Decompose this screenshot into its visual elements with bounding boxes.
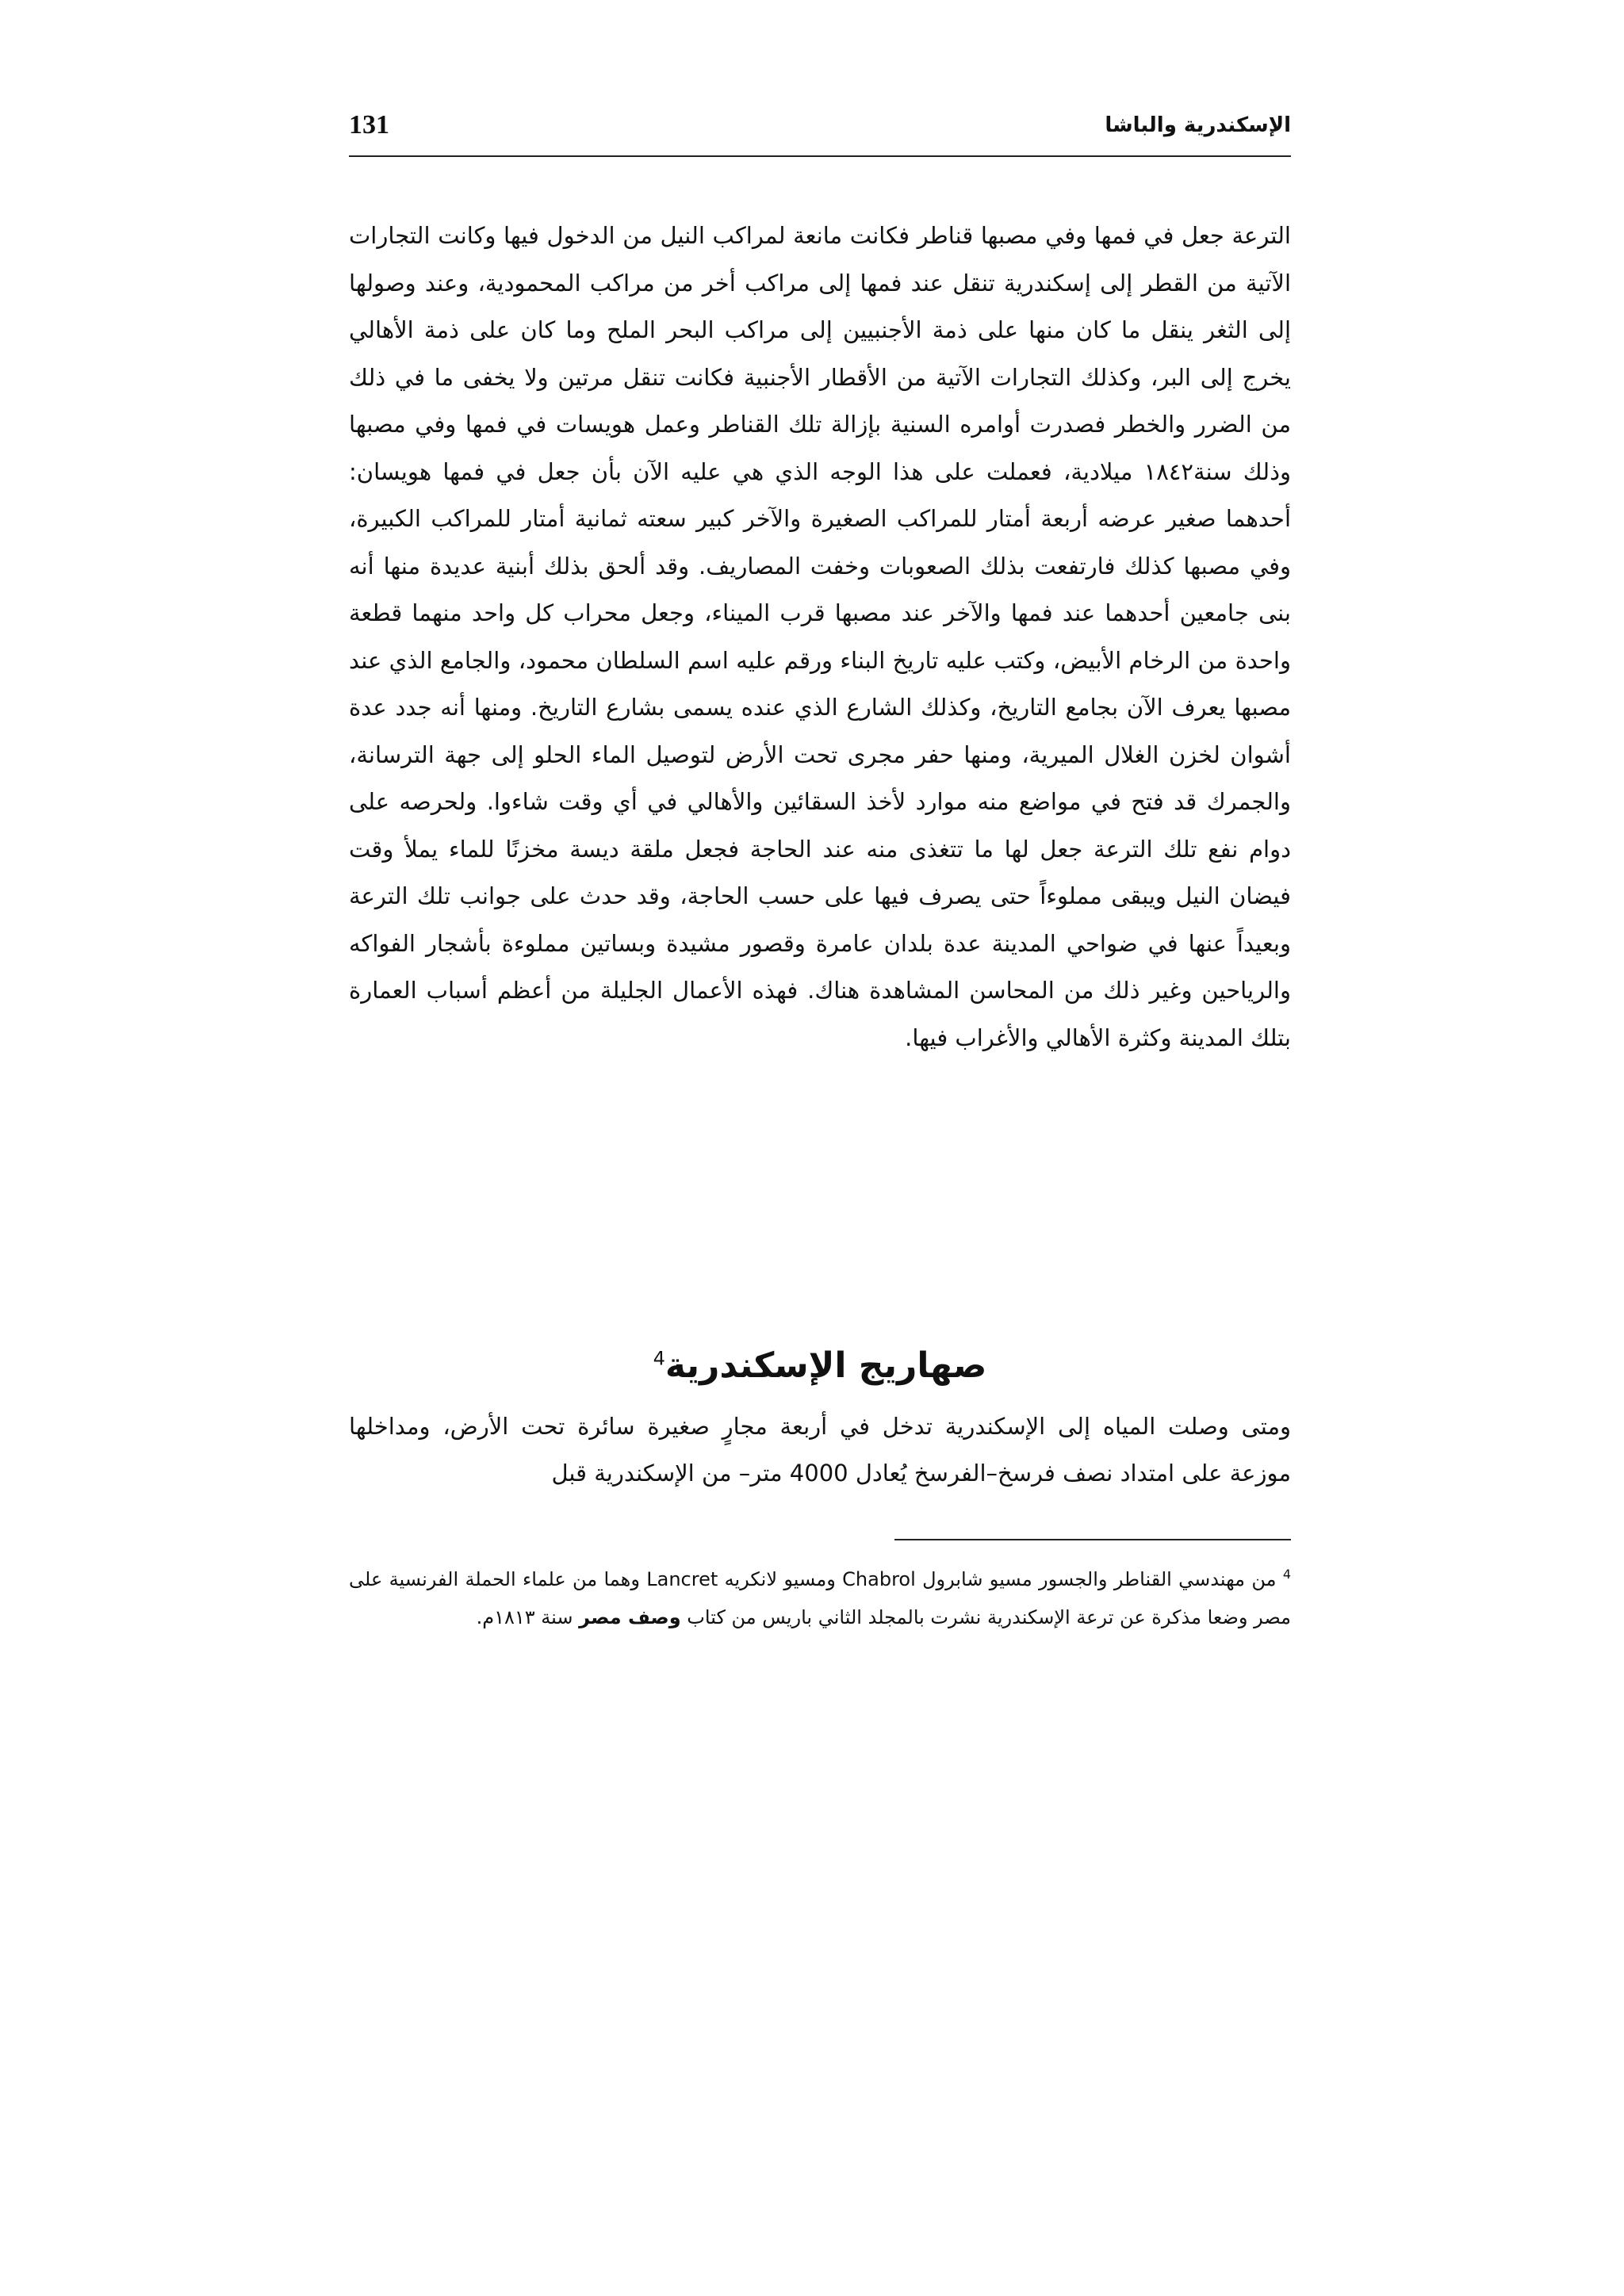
footnote	[349, 1560, 1291, 1636]
section-heading	[349, 1338, 1291, 1394]
footnote-reference: 4	[653, 1347, 665, 1370]
body-text	[349, 212, 1291, 1062]
footnote-marker: 4	[1282, 1567, 1291, 1582]
section-text	[349, 1403, 1291, 1497]
section-paragraph: ومتى وصلت المياه إلى الإسكندرية تدخل في أربعة مجارٍ صغيرة سائرة تحت الأرض، ومداخلها موزعة على امتداد نصف فرسخ–الفرسخ يُعادل 4000 متر– من الإسكندرية قبل	[349, 1413, 1291, 1487]
body-paragraph: الترعة جعل في فمها وفي مصبها قناطر فكانت مانعة لمراكب النيل من الدخول فيها وكانت التجارات الآتية من القطر إلى إسكندرية تنقل عند فمها إلى مراكب أخر من مراكب المحمودية، وعند وصولها إلى الثغر ينقل ما كان منها على ذمة الأجنبيين إلى مراكب البحر الملح وما كان على ذمة الأهالي يخرج إلى البر، وكذلك التجارات الآتية من الأقطار الأجنبية فكانت تنقل مرتين ولا يخفى ما في ذلك من الضرر والخطر فصدرت أوامره السنية بإزالة تلك القناطر وعمل هويسات في فمها وفي مصبها وذلك سنة١٨٤٢ ميلادية، فعملت على هذا الوجه الذي هي عليه الآن بأن جعل في فمها هويسان: أحدهما صغير عرضه أربعة أمتار للمراكب الصغيرة والآخر كبير سعته ثمانية أمتار للمراكب الكبيرة، وفي مصبها كذلك فارتفعت بذلك الصعوبات وخفت المصاريف. وقد ألحق بذلك أبنية عديدة منها أنه بنى جامعين أحدهما عند فمها والآخر عند مصبها قرب الميناء، وجعل محراب كل واحد منهما قطعة واحدة من الرخام الأبيض، وكتب عليه تاريخ البناء ورقم عليه اسم السلطان محمود، والجامع الذي عند مصبها يعرف الآن بجامع التاريخ، وكذلك الشارع الذي عنده يسمى بشارع التاريخ. ومنها أنه جدد عدة أشوان لخزن الغلال الميرية، ومنها حفر مجرى تحت الأرض لتوصيل الماء الحلو إلى جهة الترسانة، والجمرك قد فتح في مواضع منه موارد لأخذ السقائين والأهالي في أي وقت شاءوا. ولحرصه على دوام نفع تلك الترعة جعل لها ما تتغذى منه عند الحاجة فجعل ملقة ديسة مخزنًا للماء يملأ وقت فيضان النيل ويبقى مملوءاً حتى يصرف فيها على حسب الحاجة، وقد حدث على جوانب تلك الترعة وبعيداً عنها في ضواحي المدينة عدة بلدان عامرة وقصور مشيدة وبساتين مملوءة بأشجار الفواكه والرياحين وغير ذلك من المحاسن المشاهدة هناك. فهذه الأعمال الجليلة من أعظم أسباب العمارة بتلك المدينة وكثرة الأهالي والأغراب فيها.	[349, 222, 1291, 1051]
footnote-text: من مهندسي القناطر والجسور مسيو شابرول Chabrol ومسيو لانكريه Lancret وهما من علماء الحملة الفرنسية على مصر وضعا مذكرة عن ترعة الإسكندرية نشرت بالمجلد الثاني باريس من كتاب	[349, 1568, 1291, 1628]
footnote-date: سنة ١٨١٣م.	[476, 1606, 573, 1628]
footnote-divider	[894, 1539, 1291, 1540]
running-head	[349, 101, 1291, 149]
section-heading-text: صهاريج الإسكندرية	[665, 1345, 987, 1386]
footnote-paragraph	[349, 1560, 1291, 1636]
page-number: 131	[349, 110, 389, 140]
running-title: الإسكندرية والباشا	[1105, 113, 1291, 137]
footnote-book-title: وصف مصر	[579, 1606, 681, 1628]
header-divider	[349, 155, 1291, 157]
